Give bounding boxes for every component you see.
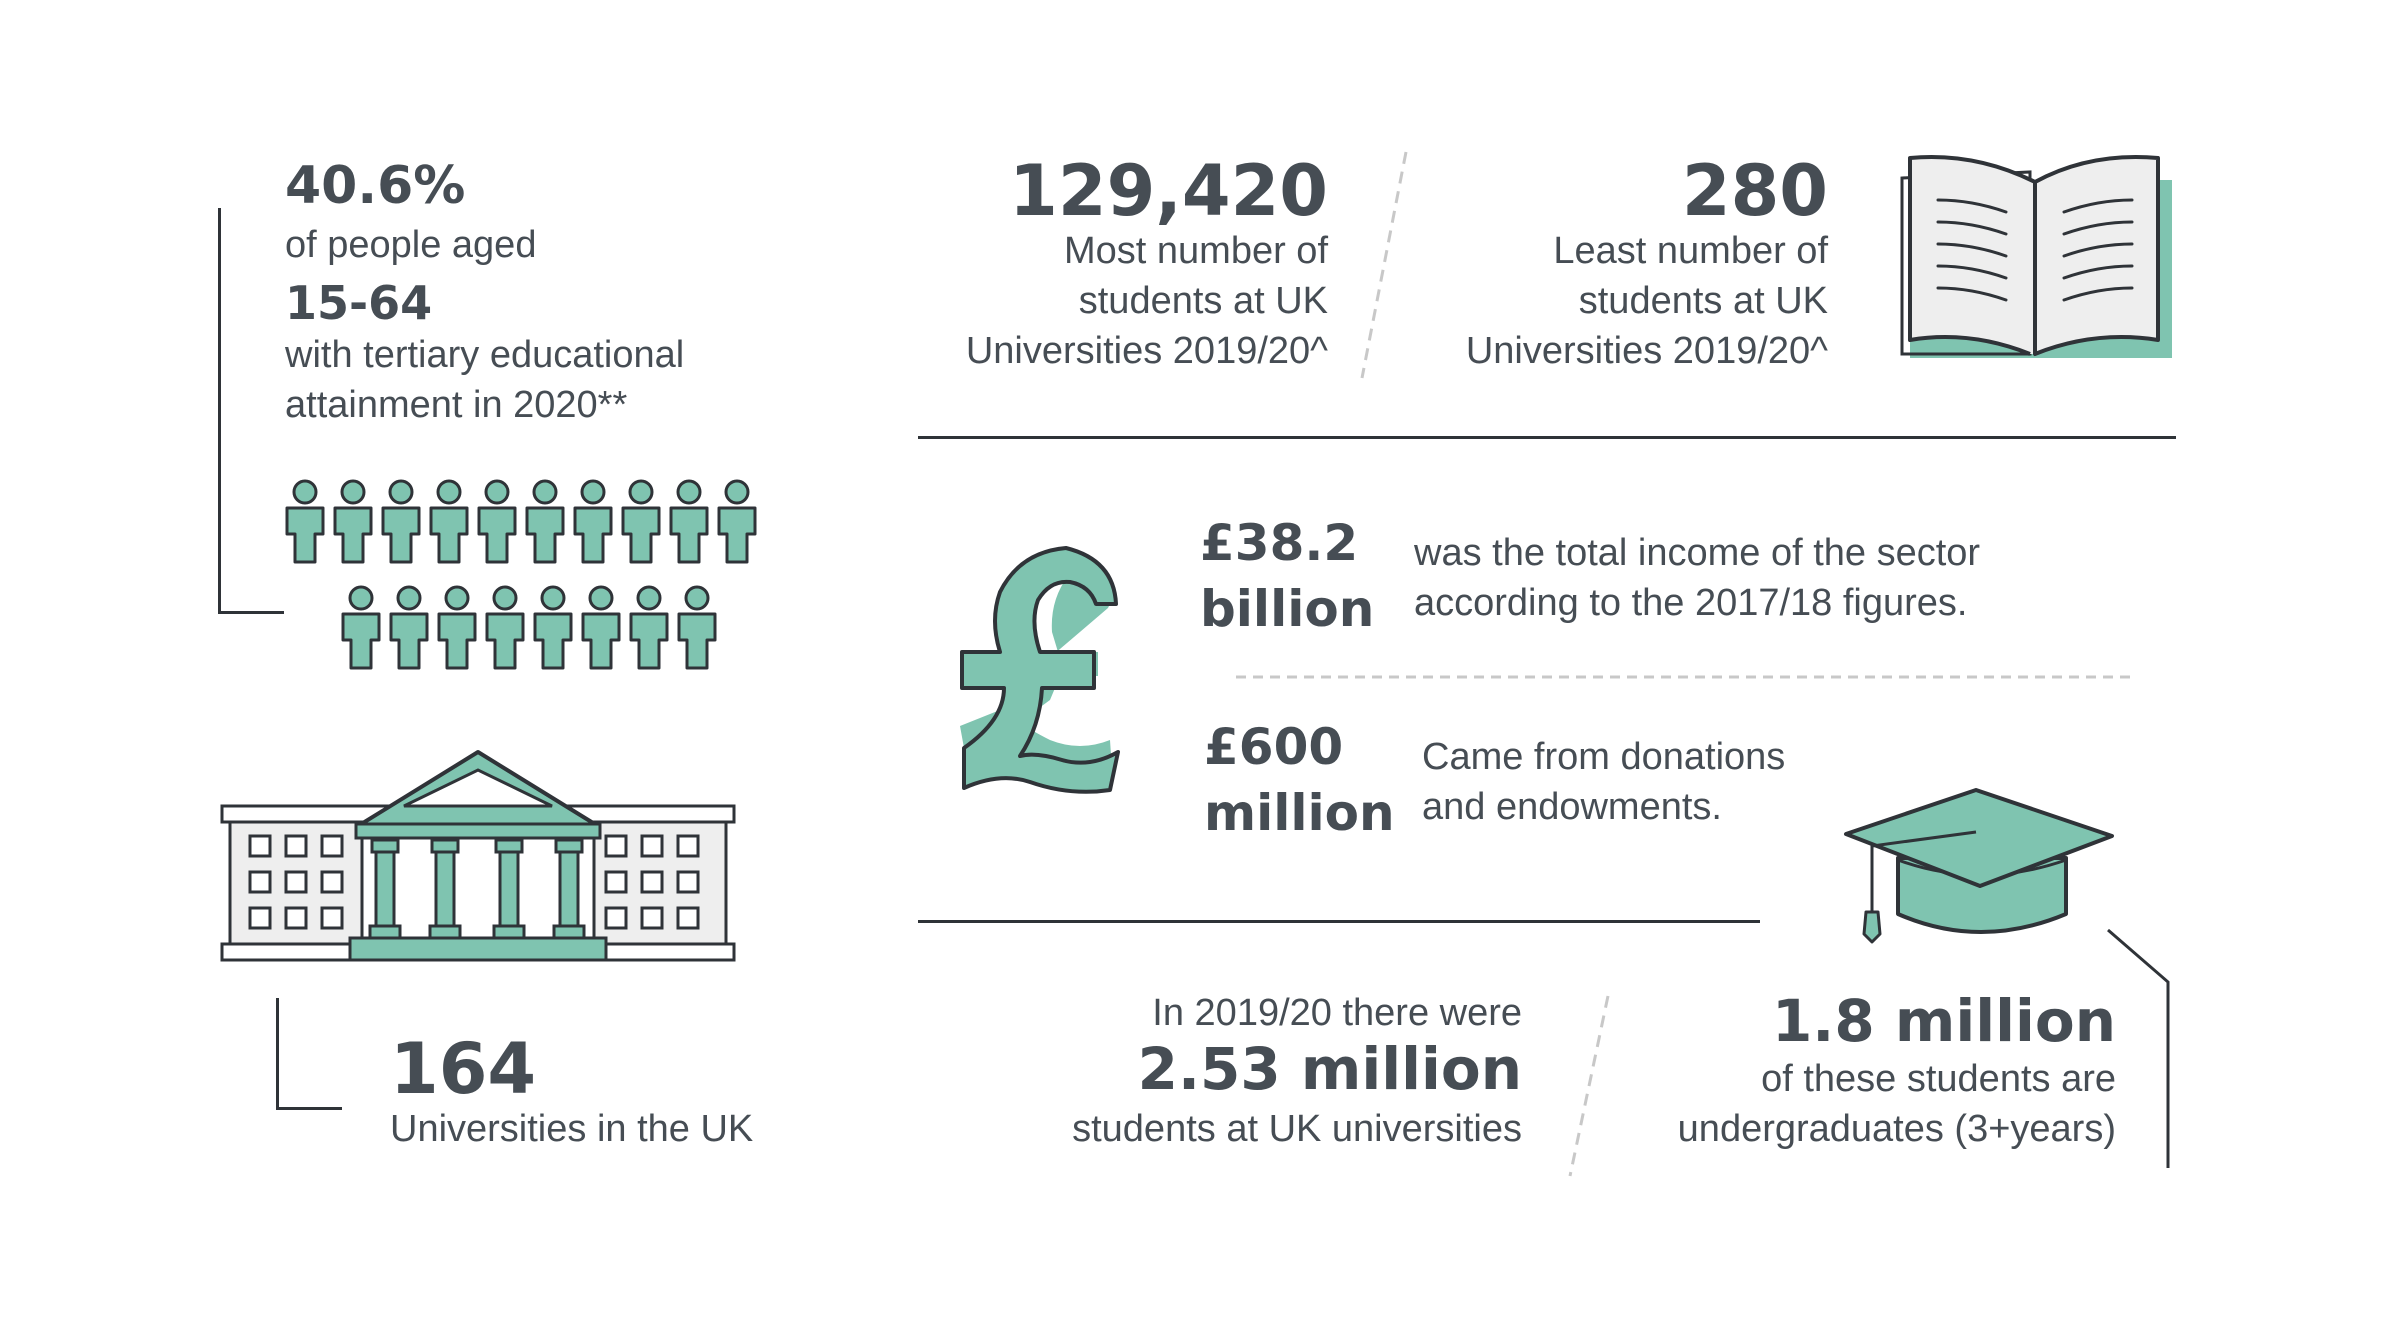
- tertiary-line2: with tertiary educational: [285, 334, 685, 376]
- universities-value: 164: [390, 1028, 537, 1110]
- tertiary-line1: of people aged: [285, 224, 537, 266]
- income-total-text-1: was the total income of the sector: [1414, 532, 1981, 574]
- least-students-value: 280: [1681, 150, 1828, 232]
- most-students-value: 129,420: [1009, 150, 1328, 232]
- undergrad-value: 1.8 million: [1771, 987, 2116, 1055]
- tertiary-stat: 40.6%: [285, 156, 466, 216]
- income-donations-value-2: million: [1204, 784, 1395, 842]
- income-total-value-1: £38.2: [1200, 514, 1359, 572]
- students-total-line2: students at UK universities: [1072, 1108, 1522, 1150]
- least-students-line3: Universities 2019/20^: [1465, 330, 1828, 372]
- income-donations-value-1: £600: [1204, 718, 1344, 776]
- income-donations-text-2: and endowments.: [1422, 786, 1722, 828]
- tertiary-line3: attainment in 2020**: [285, 384, 628, 426]
- tertiary-age: 15-64: [285, 276, 433, 330]
- least-students-line1: Least number of: [1553, 230, 1828, 272]
- undergrad-line1: of these students are: [1761, 1058, 2116, 1100]
- income-total-text-2: according to the 2017/18 figures.: [1414, 582, 1968, 624]
- most-students-line1: Most number of: [1064, 230, 1328, 272]
- students-total-value: 2.53 million: [1137, 1035, 1522, 1103]
- students-total-line1: In 2019/20 there were: [1152, 992, 1522, 1034]
- undergrad-line2: undergraduates (3+years): [1677, 1108, 2116, 1150]
- income-total-value-2: billion: [1200, 580, 1375, 638]
- least-students-line2: students at UK: [1578, 280, 1828, 322]
- universities-label: Universities in the UK: [390, 1108, 754, 1150]
- most-students-line3: Universities 2019/20^: [965, 330, 1328, 372]
- income-donations-text-1: Came from donations: [1422, 736, 1786, 778]
- most-students-line2: students at UK: [1078, 280, 1328, 322]
